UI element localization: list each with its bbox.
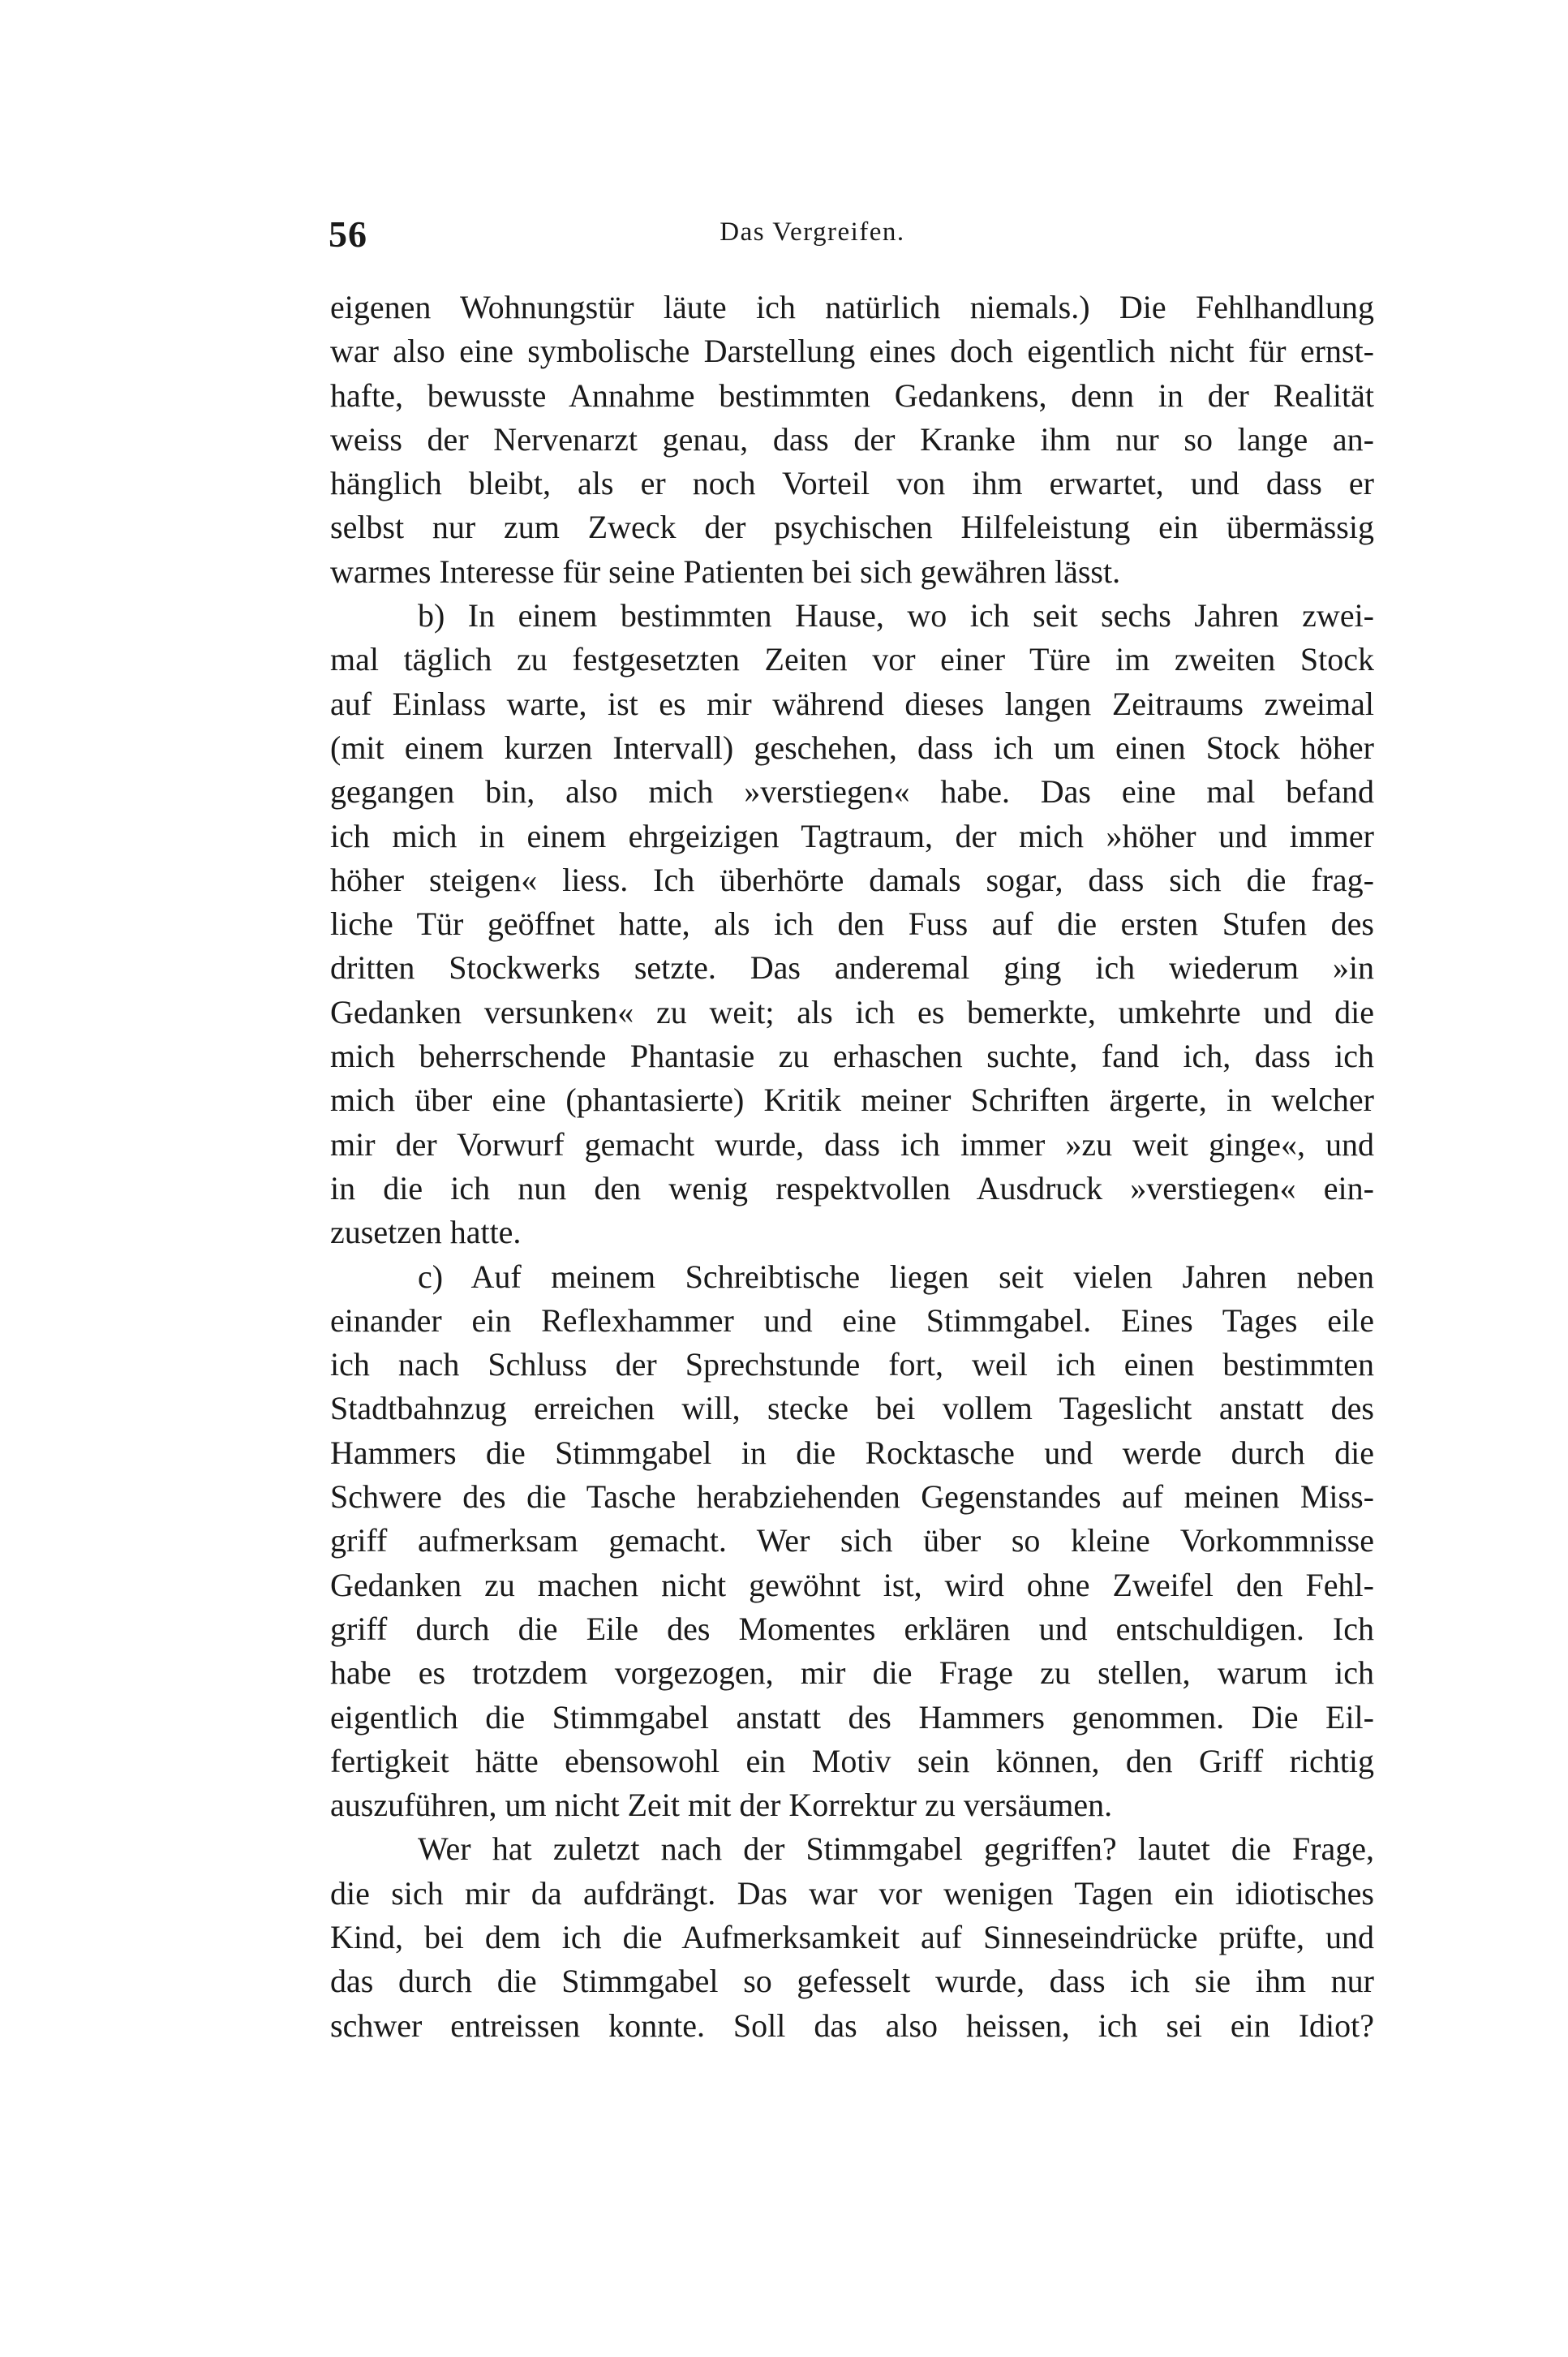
text-line: die sich mir da aufdrängt. Das war vor wenigen Tagen ein idiotisches xyxy=(330,1874,1374,1912)
text-line: (mit einem kurzen Intervall) geschehen, dass ich um einen Stock höher xyxy=(330,729,1374,766)
text-line: Hammers die Stimmgabel in die Rocktasche und werde durch die xyxy=(330,1434,1374,1471)
text-line: Wer hat zuletzt nach der Stimmgabel gegriffen? lautet die Frage, xyxy=(418,1830,1374,1868)
text-line: in die ich nun den wenig respektvollen Ausdruck »verstiegen« ein- xyxy=(330,1169,1374,1206)
text-line: weiss der Nervenarzt genau, dass der Kranke ihm nur so lange an- xyxy=(330,420,1374,458)
text-line: Kind, bei dem ich die Aufmerksamkeit auf Sinneseindrücke prüfte, und xyxy=(330,1918,1374,1955)
text-line: selbst nur zum Zweck der psychischen Hilfeleistung ein übermässig xyxy=(330,509,1374,546)
text-line: Gedanken zu machen nicht gewöhnt ist, wird ohne Zweifel den Fehl- xyxy=(330,1566,1374,1603)
text-line: zusetzen hatte. xyxy=(330,1214,522,1251)
page-number: 56 xyxy=(329,213,367,255)
text-line: gegangen bin, also mich »verstiegen« habe. Das eine mal befand xyxy=(330,773,1374,811)
text-line: b) In einem bestimmten Hause, wo ich seit sechs Jahren zwei- xyxy=(418,597,1374,634)
text-line: Stadtbahnzug erreichen will, stecke bei vollem Tageslicht anstatt des xyxy=(330,1390,1374,1427)
text-line: mich über eine (phantasierte) Kritik meiner Schriften ärgerte, in welcher xyxy=(330,1082,1374,1119)
text-line: auf Einlass warte, ist es mir während dieses langen Zeitraums zweimal xyxy=(330,685,1374,722)
text-line: eigentlich die Stimmgabel anstatt des Hammers genommen. Die Eil- xyxy=(330,1698,1374,1735)
text-line: eigenen Wohnungstür läute ich natürlich niemals.) Die Fehlhandlung xyxy=(330,289,1374,325)
text-line: mal täglich zu festgesetzten Zeiten vor einer Türe im zweiten Stock xyxy=(330,641,1374,678)
text-line: c) Auf meinem Schreibtische liegen seit vielen Jahren neben xyxy=(418,1258,1374,1295)
text-line: ich mich in einem ehrgeizigen Tagtraum, der mich »höher und immer xyxy=(330,817,1374,854)
text-line: mir der Vorwurf gemacht wurde, dass ich immer »zu weit ginge«, und xyxy=(330,1125,1374,1163)
text-line: ich nach Schluss der Sprechstunde fort, weil ich einen bestimmten xyxy=(330,1346,1374,1383)
running-title: Das Vergreifen. xyxy=(720,217,905,247)
text-line: war also eine symbolische Darstellung eines doch eigentlich nicht für ernst- xyxy=(330,333,1374,370)
text-line: auszuführen, um nicht Zeit mit der Korrektur zu versäumen. xyxy=(330,1787,1113,1824)
text-line: griff aufmerksam gemacht. Wer sich über so kleine Vorkommnisse xyxy=(330,1522,1374,1559)
text-line: warmes Interesse für seine Patienten bei sich gewähren lässt. xyxy=(330,553,1121,590)
text-line: habe es trotzdem vorgezogen, mir die Frage zu stellen, warum ich xyxy=(330,1654,1374,1692)
text-line: liche Tür geöffnet hatte, als ich den Fuss auf die ersten Stufen des xyxy=(330,905,1374,943)
body-text xyxy=(330,286,1374,2048)
text-line: mich beherrschende Phantasie zu erhaschen suchte, fand ich, dass ich xyxy=(330,1038,1374,1075)
text-line: dritten Stockwerks setzte. Das anderemal ging ich wiederum »in xyxy=(330,949,1374,987)
text-line: fertigkeit hätte ebensowohl ein Motiv sein können, den Griff richtig xyxy=(330,1742,1374,1779)
text-line: schwer entreissen konnte. Soll das also heissen, ich sei ein Idiot? xyxy=(330,2006,1374,2044)
text-line: hänglich bleibt, als er noch Vorteil von ihm erwartet, und dass er xyxy=(330,465,1374,502)
text-line: hafte, bewusste Annahme bestimmten Gedankens, denn in der Realität xyxy=(330,376,1374,414)
text-line: Schwere des die Tasche herabziehenden Gegenstandes auf meinen Miss- xyxy=(330,1478,1374,1516)
text-line: einander ein Reflexhammer und eine Stimmgabel. Eines Tages eile xyxy=(330,1301,1374,1339)
text-line: griff durch die Eile des Momentes erklären und entschuldigen. Ich xyxy=(330,1610,1374,1647)
text-line: das durch die Stimmgabel so gefesselt wurde, dass ich sie ihm nur xyxy=(330,1963,1374,2000)
text-line: Gedanken versunken« zu weit; als ich es bemerkte, umkehrte und die xyxy=(330,993,1374,1030)
text-line: höher steigen« liess. Ich überhörte damals sogar, dass sich die frag- xyxy=(330,861,1374,898)
